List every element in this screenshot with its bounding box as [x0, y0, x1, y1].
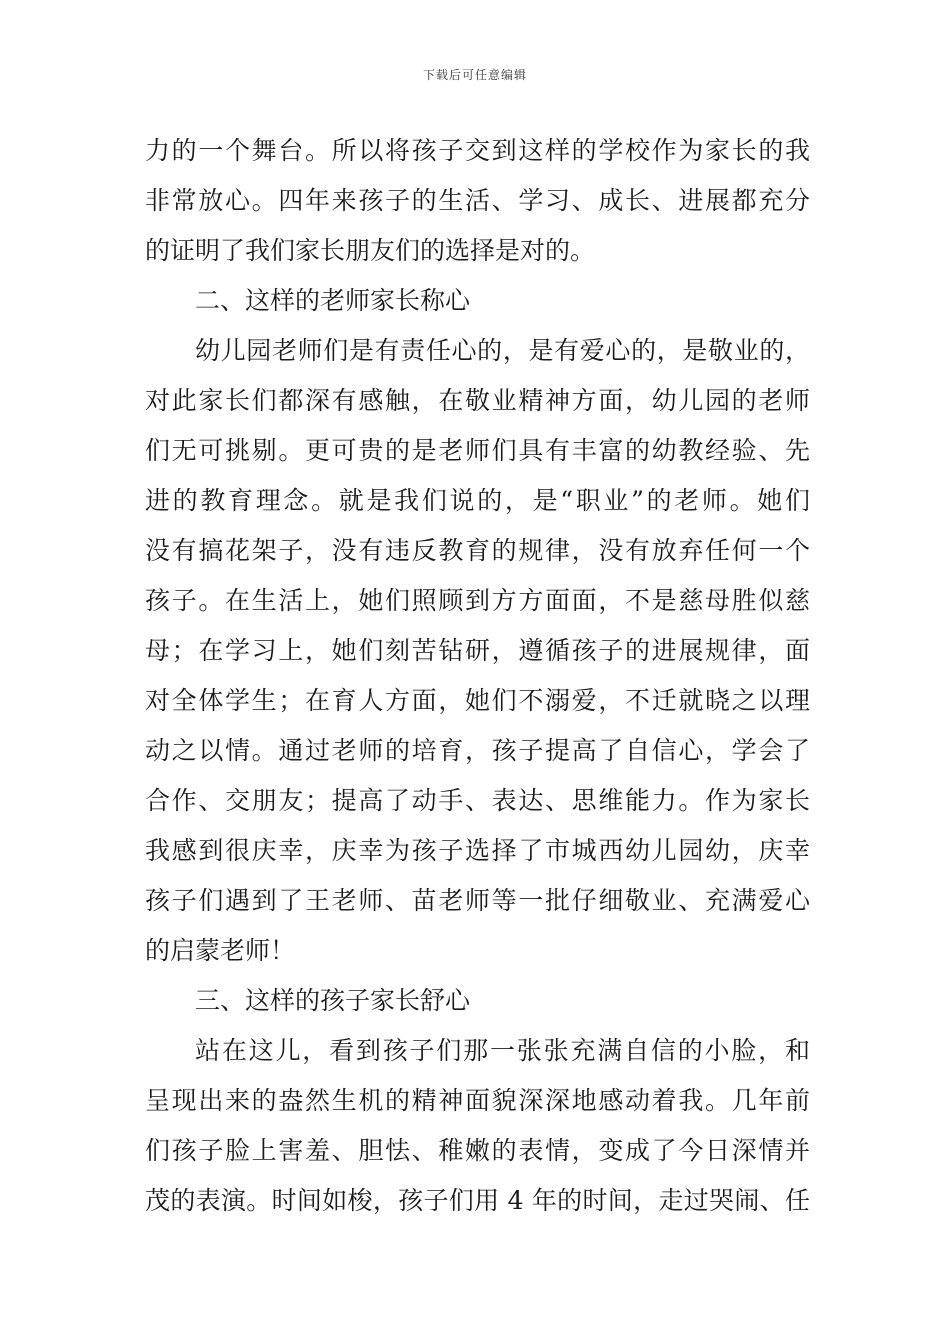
- section-heading: 三、这样的孩子家长舒心: [195, 986, 471, 1015]
- body-line: 孩子。在生活上，她们照顾到方方面面，不是慈母胜似慈: [145, 586, 810, 615]
- body-line: 进的教育理念。就是我们说的，是“职业”的老师。她们: [145, 486, 810, 515]
- paragraph-first-line: 站在这儿，看到孩子们那一张张充满自信的小脸，和: [195, 1036, 810, 1065]
- body-line: 们孩子脸上害羞、胆怯、稚嫩的表情，变成了今日深情并: [145, 1136, 810, 1165]
- body-line: 孩子们遇到了王老师、苗老师等一批仔细敬业、充满爱心: [145, 886, 810, 915]
- body-line: 对全体学生；在育人方面，她们不溺爱，不迁就晓之以理: [145, 686, 810, 715]
- body-line: 动之以情。通过老师的培育，孩子提高了自信心，学会了: [145, 736, 810, 765]
- document-body: [145, 126, 810, 1226]
- body-line: 们无可挑剔。更可贵的是老师们具有丰富的幼教经验、先: [145, 436, 810, 465]
- section-heading: 二、这样的老师家长称心: [195, 286, 471, 315]
- body-line: 我感到很庆幸，庆幸为孩子选择了市城西幼儿园幼，庆幸: [145, 836, 810, 865]
- body-line: 没有搞花架子，没有违反教育的规律，没有放弃任何一个: [145, 536, 810, 565]
- body-line: 茂的表演。时间如梭，孩子们用 4 年的时间，走过哭闹、任: [145, 1186, 810, 1215]
- body-line: 对此家长们都深有感触，在敬业精神方面，幼儿园的老师: [145, 386, 810, 415]
- paragraph-first-line: 幼儿园老师们是有责任心的，是有爱心的，是敬业的，: [195, 336, 810, 365]
- body-line: 呈现出来的盎然生机的精神面貌深深地感动着我。几年前: [145, 1086, 810, 1115]
- body-line: 的证明了我们家长朋友们的选择是对的。: [145, 236, 596, 265]
- body-line: 母；在学习上，她们刻苦钻研，遵循孩子的进展规律，面: [145, 636, 810, 665]
- body-line: 力的一个舞台。所以将孩子交到这样的学校作为家长的我: [145, 136, 810, 165]
- body-line: 合作、交朋友；提高了动手、表达、思维能力。作为家长: [145, 786, 810, 815]
- body-line: 非常放心。四年来孩子的生活、学习、成长、进展都充分: [145, 186, 810, 215]
- page-header-note: 下载后可任意编辑: [422, 68, 527, 82]
- body-line: 的启蒙老师！: [145, 936, 296, 965]
